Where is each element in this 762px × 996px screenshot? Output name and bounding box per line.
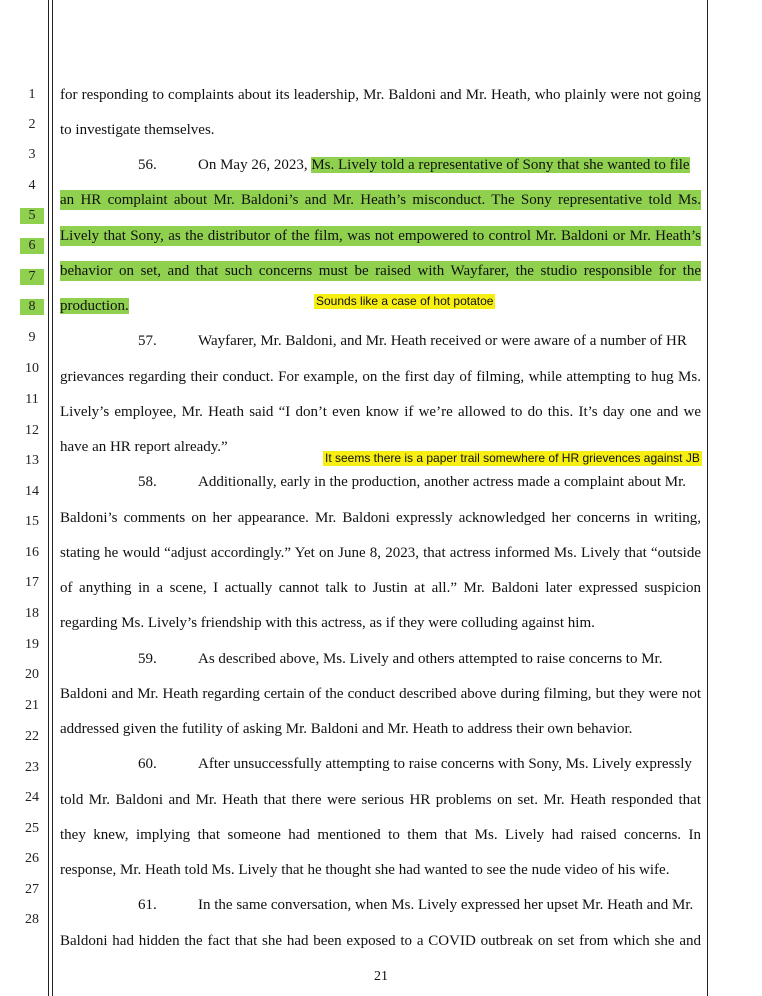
line-number: 19 xyxy=(25,637,39,652)
highlighted-text-line: behavior on set, and that such concerns must be raised with Wayfarer, the studio responsible for the xyxy=(60,263,701,279)
text-line: have an HR report already.” xyxy=(60,439,228,455)
line-number: 17 xyxy=(25,575,39,590)
highlighted-text-line: Lively that Sony, as the distributor of the film, was not empowered to control Mr. Baldoni or Mr. Heath’s xyxy=(60,228,701,244)
text-span: On May 26, 2023, xyxy=(198,157,308,173)
page-number: 21 xyxy=(374,969,388,984)
text-line: regarding Ms. Lively’s friendship with this actress, as if they were colluding against him. xyxy=(60,615,595,631)
paragraph-number: 58. xyxy=(138,474,157,490)
left-margin-rule-inner xyxy=(52,0,53,996)
line-number-highlighted: 8 xyxy=(20,299,44,315)
paragraph-57-first-line xyxy=(60,331,701,351)
line-number: 25 xyxy=(25,821,39,836)
line-number: 9 xyxy=(28,330,36,345)
line-number: 24 xyxy=(25,790,39,805)
text-line: for responding to complaints about its leadership, Mr. Baldoni and Mr. Heath, who plainly were not going xyxy=(60,87,701,103)
paragraph-number: 61. xyxy=(138,897,157,913)
line-number: 26 xyxy=(25,851,39,866)
line-number: 28 xyxy=(25,912,39,927)
line-number: 27 xyxy=(25,882,39,897)
highlighted-text: production. xyxy=(60,298,129,314)
text-line: of anything in a scene, I actually cannot talk to Justin at all.” Mr. Baldoni later expressed suspicion xyxy=(60,580,701,596)
line-number: 22 xyxy=(25,729,39,744)
text-line: Lively’s employee, Mr. Heath said “I don’t even know if we’re allowed to do this. It’s day one and we xyxy=(60,404,701,420)
text-line: told Mr. Baldoni and Mr. Heath that there were serious HR problems on set. Mr. Heath responded that xyxy=(60,792,701,808)
text-span: Wayfarer, Mr. Baldoni, and Mr. Heath received or were aware of a number of HR xyxy=(198,333,687,349)
highlighted-text-line: an HR complaint about Mr. Baldoni’s and Mr. Heath’s misconduct. The Sony representative told Ms. xyxy=(60,192,701,208)
paragraph-58-first-line xyxy=(60,472,701,492)
line-number-highlighted: 7 xyxy=(20,269,44,285)
left-margin-rule xyxy=(48,0,49,996)
line-number: 14 xyxy=(25,484,39,499)
comment-note: Sounds like a case of hot potatoe xyxy=(316,294,494,308)
text-span: After unsuccessfully attempting to raise concerns with Sony, Ms. Lively expressly xyxy=(198,756,692,772)
paragraph-61-first-line xyxy=(60,895,701,915)
line-number: 12 xyxy=(25,423,39,438)
line-number: 21 xyxy=(25,698,39,713)
text-line: Baldoni and Mr. Heath regarding certain of the conduct described above during filming, but they were not xyxy=(60,686,701,702)
paragraph-60-first-line xyxy=(60,754,701,774)
line-number: 20 xyxy=(25,667,39,682)
text-line: stating he would “adjust accordingly.” Yet on June 8, 2023, that actress informed Ms. Lively that “outside xyxy=(60,545,701,561)
right-margin-rule xyxy=(707,0,708,996)
text-line: response, Mr. Heath told Ms. Lively that he thought she had wanted to see the nude video of his wife. xyxy=(60,862,670,878)
paragraph-number: 60. xyxy=(138,756,157,772)
text-line: grievances regarding their conduct. For example, on the first day of filming, while attempting to hug Ms. xyxy=(60,369,701,385)
paragraph-number: 59. xyxy=(138,651,157,667)
text-line: addressed given the futility of asking Mr. Baldoni and Mr. Heath to address their own behavior. xyxy=(60,721,633,737)
text-line: Baldoni’s comments on her appearance. Mr. Baldoni expressly acknowledged her concerns in writing, xyxy=(60,510,701,526)
highlighted-text: Ms. Lively told a representative of Sony that she wanted to file xyxy=(311,157,690,173)
text-span: In the same conversation, when Ms. Lively expressed her upset Mr. Heath and Mr. xyxy=(198,897,694,913)
text-span: Additionally, early in the production, another actress made a complaint about Mr. xyxy=(198,474,687,490)
line-number: 10 xyxy=(25,361,39,376)
line-number-highlighted: 6 xyxy=(20,238,44,254)
line-number: 16 xyxy=(25,545,39,560)
comment-note: It seems there is a paper trail somewhere of HR grievences against JB xyxy=(325,451,700,465)
text-line: Baldoni had hidden the fact that she had been exposed to a COVID outbreak on set from which she and xyxy=(60,933,701,949)
line-number: 11 xyxy=(25,392,39,407)
line-number: 3 xyxy=(28,147,36,162)
paragraph-59-first-line xyxy=(60,649,701,669)
paragraph-number: 56. xyxy=(138,157,157,173)
line-number: 13 xyxy=(25,453,39,468)
line-number: 23 xyxy=(25,760,39,775)
text-line: they knew, implying that someone had mentioned to them that Ms. Lively had raised concerns. In xyxy=(60,827,701,843)
line-number: 15 xyxy=(25,514,39,529)
paragraph-56-first-line xyxy=(60,155,701,175)
text-line: to investigate themselves. xyxy=(60,122,215,138)
line-number: 2 xyxy=(28,117,36,132)
line-number-highlighted: 5 xyxy=(20,208,44,224)
line-number: 4 xyxy=(28,178,36,193)
paragraph-number: 57. xyxy=(138,333,157,349)
line-number: 18 xyxy=(25,606,39,621)
line-number: 1 xyxy=(28,87,36,102)
text-span: As described above, Ms. Lively and others attempted to raise concerns to Mr. xyxy=(198,651,663,667)
